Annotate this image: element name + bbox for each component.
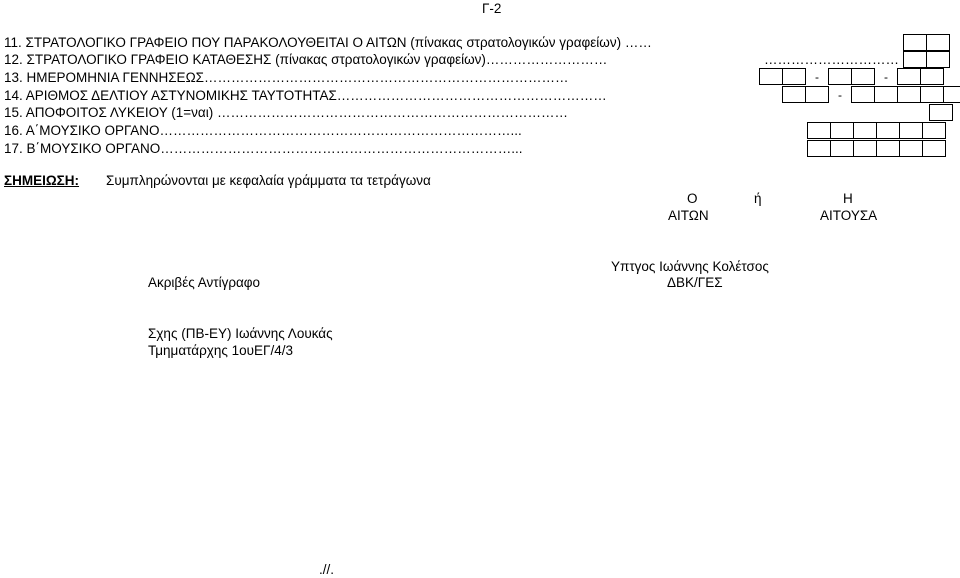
box[interactable] xyxy=(807,140,831,157)
line-12: 12. ΣΤΡΑΤΟΛΟΓΙΚΟ ΓΡΑΦΕΙΟ ΚΑΤΑΘΕΣΗΣ (πίνακας στρατολογικών γραφείων)……………………… xyxy=(4,52,608,67)
box[interactable] xyxy=(920,86,944,103)
box[interactable] xyxy=(851,86,875,103)
date-separator: - xyxy=(815,69,819,84)
field-17-boxes[interactable] xyxy=(808,140,946,157)
box[interactable] xyxy=(922,122,946,139)
line-14: 14. ΑΡΙΘΜΟΣ ΔΕΛΤΙΟΥ ΑΣΤΥΝΟΜΙΚΗΣ ΤΑΥΤΟΤΗΤΑΣ…………………………………………………… xyxy=(4,88,607,103)
box[interactable] xyxy=(897,86,921,103)
box[interactable] xyxy=(926,51,950,68)
row-12-dots: ………………………… xyxy=(764,52,899,67)
line-13: 13. ΗΜΕΡΟΜΗΝΙΑ ΓΕΝΝΗΣΕΩΣ……………………………………………………………………… xyxy=(4,70,569,85)
applicant-o: Ο xyxy=(687,191,698,206)
box[interactable] xyxy=(874,68,898,85)
box[interactable] xyxy=(874,86,898,103)
signer-right-name: Υπτγος Ιωάννης Κολέτσος xyxy=(611,259,769,274)
signer-right-unit: ΔΒΚ/ΓΕΣ xyxy=(667,275,723,290)
field-12-boxes[interactable] xyxy=(904,51,950,68)
box[interactable] xyxy=(805,68,829,85)
box[interactable] xyxy=(782,86,806,103)
field-13-date-boxes[interactable] xyxy=(760,68,944,85)
box[interactable] xyxy=(851,68,875,85)
field-14-id-boxes[interactable] xyxy=(783,86,960,103)
box[interactable] xyxy=(828,68,852,85)
box[interactable] xyxy=(876,122,900,139)
box[interactable] xyxy=(920,68,944,85)
line-17: 17. Β΄ΜΟΥΣΙΚΟ ΟΡΓΑΝΟ……………………………………………………………………... xyxy=(4,141,523,156)
date-separator: - xyxy=(884,69,888,84)
box[interactable] xyxy=(897,68,921,85)
box[interactable] xyxy=(899,122,923,139)
box[interactable] xyxy=(929,104,953,121)
line-11: 11. ΣΤΡΑΤΟΛΟΓΙΚΟ ΓΡΑΦΕΙΟ ΠΟΥ ΠΑΡΑΚΟΛΟΥΘΕΙΤΑΙ Ο ΑΙΤΩΝ (πίνακας στρατολογικών γραφείων) …… xyxy=(4,35,652,50)
signer-left-role: Τμηματάρχης 1ουΕΓ/4/3 xyxy=(148,343,293,358)
box[interactable] xyxy=(903,51,927,68)
box[interactable] xyxy=(805,86,829,103)
applicant-or: ή xyxy=(754,191,762,206)
box[interactable] xyxy=(876,140,900,157)
box[interactable] xyxy=(782,68,806,85)
id-separator: - xyxy=(838,87,842,102)
box[interactable] xyxy=(830,140,854,157)
applicant-aitousa: ΑΙΤΟΥΣΑ xyxy=(820,208,878,223)
box[interactable] xyxy=(828,86,852,103)
line-16: 16. Α΄ΜΟΥΣΙΚΟ ΟΡΓΑΝΟ……………………………………………………………………... xyxy=(4,123,522,138)
line-15: 15. ΑΠΟΦΟΙΤΟΣ ΛΥΚΕΙΟΥ (1=ναι) …………………………………………………………………… xyxy=(4,105,568,120)
applicant-i: Η xyxy=(843,191,853,206)
box[interactable] xyxy=(759,68,783,85)
signer-left-name: Σχης (ΠΒ-ΕΥ) Ιωάννης Λουκάς xyxy=(148,326,333,341)
note-text: Συμπληρώνονται με κεφαλαία γράμματα τα τετράγωνα xyxy=(106,173,431,188)
field-16-boxes[interactable] xyxy=(808,122,946,139)
box[interactable] xyxy=(830,122,854,139)
applicant-aiton: ΑΙΤΩΝ xyxy=(668,208,709,223)
certified-copy: Ακριβές Αντίγραφο xyxy=(148,275,261,290)
box[interactable] xyxy=(903,34,927,51)
field-15-box[interactable] xyxy=(930,104,953,121)
note-label: ΣΗΜΕΙΩΣΗ: xyxy=(4,173,80,188)
box[interactable] xyxy=(926,34,950,51)
box[interactable] xyxy=(899,140,923,157)
box[interactable] xyxy=(853,122,877,139)
box[interactable] xyxy=(853,140,877,157)
page-label: Γ-2 xyxy=(482,1,502,16)
field-11-boxes[interactable] xyxy=(904,34,950,51)
box[interactable] xyxy=(807,122,831,139)
box[interactable] xyxy=(943,86,960,103)
footer-mark: .//. xyxy=(319,562,335,577)
box[interactable] xyxy=(922,140,946,157)
